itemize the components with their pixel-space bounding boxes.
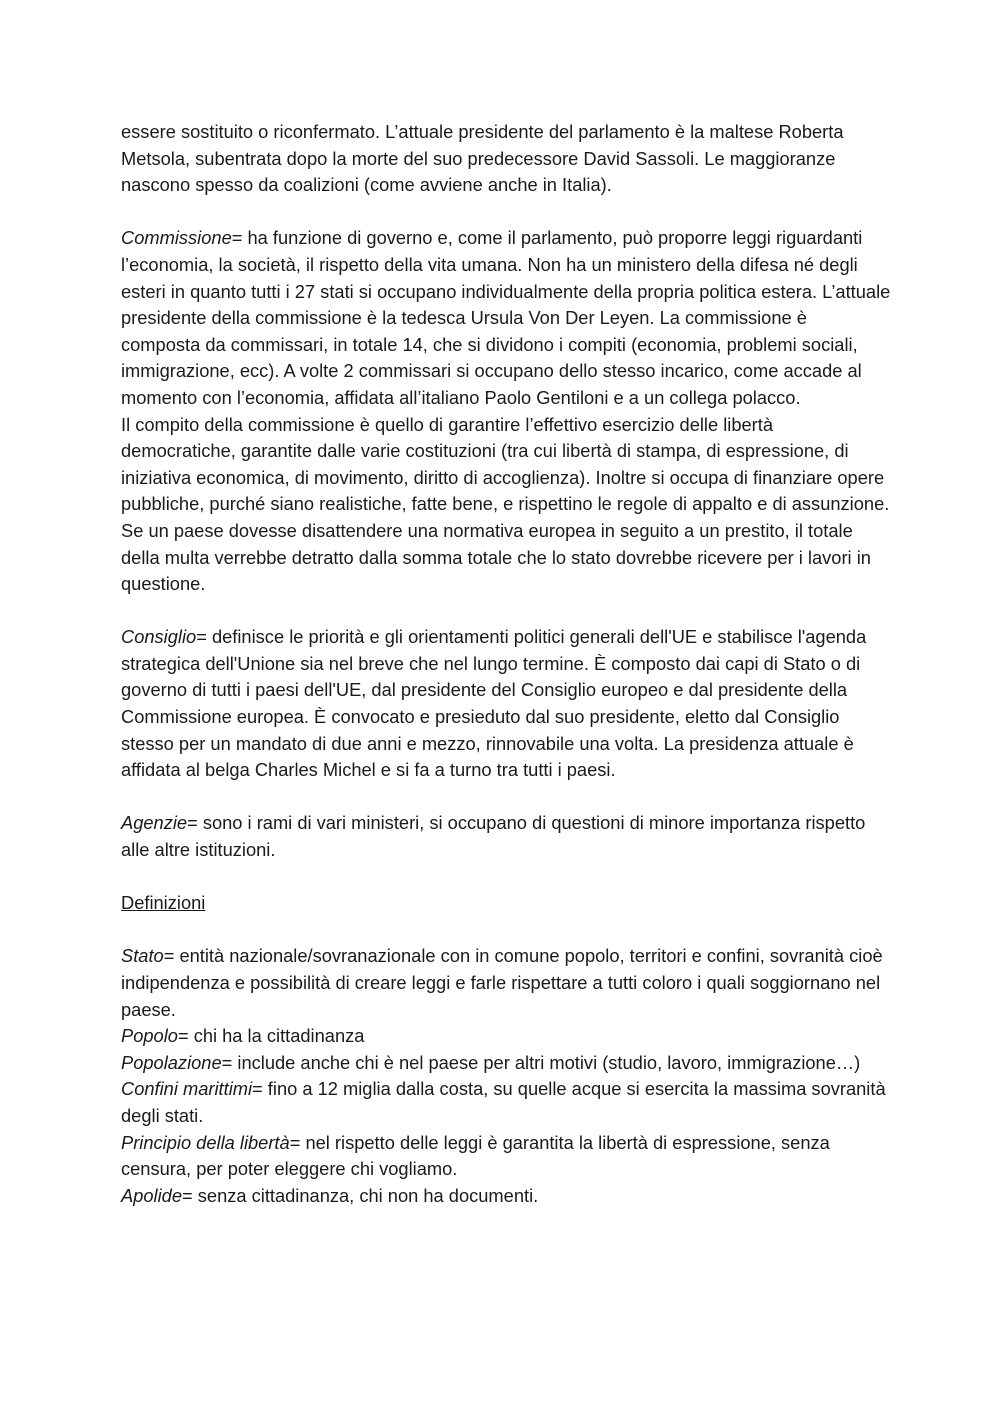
definition-item (121, 1023, 891, 1050)
commissione-paragraph-2: Il compito della commissione è quello di garantire l’effettivo esercizio delle libertà democratiche, garantite dalle varie costituzioni (tra cui libertà di stampa, di espressione, di iniziativa economica, di movimento, diritto di accoglienza). Inoltre si occupa di finanziare opere pubbliche, purché siano realistiche, fatte bene, e rispettino le regole di appalto e di assunzione. Se un paese dovesse disattendere una normativa europea in seguito a un prestito, il totale della multa verrebbe detratto dalla somma totale che lo stato dovrebbe ricevere per i lavori in questione. (121, 413, 890, 595)
definition-text: = include anche chi è nel paese per altri motivi (studio, lavoro, immigrazione…) (221, 1051, 861, 1073)
commissione-term: Commissione (121, 227, 232, 249)
definition-item (121, 1183, 891, 1210)
paragraph-gap (121, 864, 891, 891)
agenzie-text: = sono i rami di vari ministeri, si occupano di questioni di minore importanza rispetto alle altre istituzioni. (121, 812, 866, 861)
definition-term: Apolide (121, 1184, 182, 1206)
agenzie-term: Agenzie (121, 812, 188, 834)
definition-item (121, 943, 891, 1023)
parlamento-paragraph: essere sostituito o riconfermato. L’attuale presidente del parlamento è la maltese Roberta Metsola, subentrata dopo la morte del suo predecessore David Sassoli. Le maggioranze nascono spesso da coalizioni (come avviene anche in Italia). (121, 121, 844, 196)
definition-text: = chi ha la cittadinanza (177, 1025, 365, 1047)
definition-item (121, 1050, 891, 1077)
consiglio-paragraph (121, 624, 891, 784)
definition-term: Popolo (121, 1025, 178, 1047)
paragraph-gap (121, 199, 891, 226)
definition-item (121, 1130, 891, 1183)
definition-text: = senza cittadinanza, chi non ha documenti. (182, 1184, 539, 1206)
paragraph-gap (121, 598, 891, 625)
commissione-paragraph (121, 225, 891, 411)
definition-text: = fino a 12 miglia dalla costa, su quelle acque si esercita la massima sovranità degli stati. (121, 1078, 886, 1126)
consiglio-term: Consiglio (121, 626, 197, 648)
consiglio-text: = definisce le priorità e gli orientamenti politici generali dell'UE e stabilisce l'agenda strategica dell'Unione sia nel breve che nel lungo termine. È composto dai capi di Stato o di governo di tutti i paesi dell'UE, dal presidente del Consiglio europeo e dal presidente della Commissione europea. È convocato e presieduto dal suo presidente, eletto dal Consiglio stesso per un mandato di due anni e mezzo, rinnovabile una volta. La presidenza attuale è affidata al belga Charles Michel e si fa a turno tra tutti i paesi. (121, 626, 867, 781)
agenzie-paragraph (121, 810, 891, 863)
definizioni-heading: Definizioni (121, 892, 206, 914)
definition-term: Popolazione (121, 1051, 222, 1073)
document-page (121, 119, 891, 1209)
definition-term: Stato (121, 945, 164, 967)
definition-text: = entità nazionale/sovranazionale con in comune popolo, territori e confini, sovranità cioè indipendenza e possibilità di creare leggi e farle rispettare a tutti coloro i quali soggiornano nel paese. (121, 945, 883, 1020)
paragraph-gap (121, 784, 891, 811)
definition-text: = nel rispetto delle leggi è garantita la libertà di espressione, senza censura, per poter eleggere chi vogliamo. (121, 1131, 830, 1180)
definition-term: Principio della libertà (121, 1131, 290, 1153)
commissione-text: = ha funzione di governo e, come il parlamento, può proporre leggi riguardanti l’economia, la società, il rispetto della vita umana. Non ha un ministero della difesa né degli esteri in quanto tutti i 27 stati si occupano individualmente della propria politica estera. L’attuale presidente della commissione è la tedesca Ursula Von Der Leyen. La commissione è composta da commissari, in totale 14, che si dividono i compiti (economia, problemi sociali, immigrazione, ecc). A volte 2 commissari si occupano dello stesso incarico, come accade al momento con l’economia, affidata all’italiano Paolo Gentiloni e a un collega polacco. (121, 227, 891, 408)
definition-item (121, 1076, 891, 1129)
paragraph-gap (121, 917, 891, 944)
definition-term: Confini marittimi (121, 1078, 253, 1100)
